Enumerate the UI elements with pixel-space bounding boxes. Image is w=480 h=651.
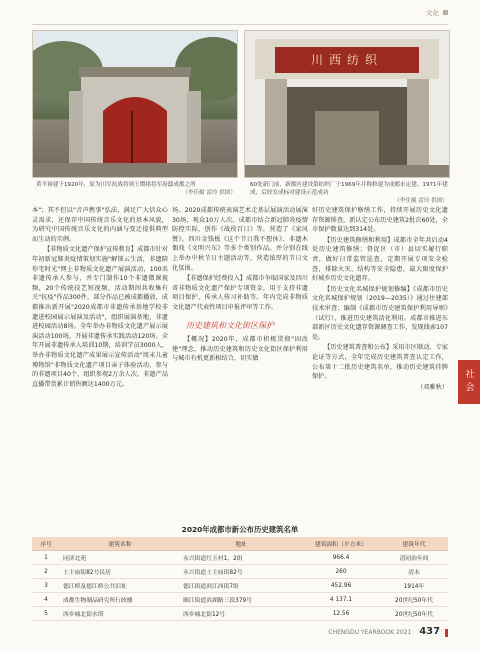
table-row bbox=[32, 607, 448, 621]
paragraph: 场。2020成都传统表演艺术走基层展演活动展演30场，观众10万人次。成都市结合新冠肺炎疫情防控实际，创作《战役百日》等，营造了《家风赞》，四川金钱板《这个节日我不想休》、非遗木偶戏《文明兴东》等多个类别作品。并分别在线上举办中秋节日主题活动等，营造浓厚的节日文化氛围。 bbox=[172, 207, 308, 272]
cell: 2 bbox=[32, 565, 60, 579]
cell: 1 bbox=[32, 551, 60, 565]
cell: 3 bbox=[32, 579, 60, 593]
section-label: 文化 bbox=[426, 8, 448, 17]
paragraph: 【历史建筑修缮和利用】成都市全年共启动4处历史建筑修缮；督促区（市）县切实履行职责，做好日常监管巡查，定期开展专项安全检查，排除火灾、结构等安全隐患，最大限度保护好城乡历史文化遗存。 bbox=[312, 236, 448, 283]
photo-factory-gate bbox=[244, 30, 450, 178]
cell: 西乡城北街水塔 bbox=[60, 607, 180, 621]
cell: 顺江街道滨湖路三段379号 bbox=[180, 593, 302, 607]
cell: 5 bbox=[32, 607, 60, 621]
caption-source: （李佳摄 雷玲 供图） bbox=[394, 198, 448, 204]
side-section-tab[interactable]: 社会 bbox=[458, 360, 480, 404]
cell: 永兴街道红玉村1、2组 bbox=[180, 551, 302, 565]
caption-text: 60处新门前，新都区建设第纺织厂于1969年并称修建为成都市定建。1971年建成，后经室成标对建设示范成功 bbox=[250, 182, 448, 196]
running-header bbox=[32, 2, 448, 25]
paragraph: 【概况】2020年，成都市积极贯彻"固改建"理念，推动历史建筑和历史文化街区保护利用与城市有机更新相结合，切实做 bbox=[172, 336, 308, 363]
table-row bbox=[32, 565, 448, 579]
cell: 966.4 bbox=[302, 551, 380, 565]
cell: 德江桥及德江桥公共旧址 bbox=[60, 579, 180, 593]
photo-historic-gate bbox=[32, 30, 238, 178]
yearbook-name: CHENGDU YEARBOOK 2021 bbox=[328, 629, 412, 636]
paragraph: 【非物质文化遗产保护宣传教育】成都市针对年初新冠肺炎疫情策划实施"解锁云生活，非遗陪你宅时光"网上非物质文化遗产展演活动，100名非遗传承人参与，并专门制作10个非遗微课视频，20个传统技艺短视频，活动期间共收集有关"抗疫"作品300件，部分作品已被成都播放，成都推出新开展"2020成都市非遗传承基地学校非遗进校园展示展演及活动"，组织展演基地，非遗进校园活动8场。全年举办非物质文化遗产展示展演活动100场，开展非遗传承实践活动120场。全年开展非遗传承人培训10期，培训学员3000人，举办非物质文化遗产成果展示宣传活动"周末儿童博物馆"非物质文化遗产项目亲子体验活动，参与的非遗项目40个，组织参观2万余人次。非遗产品直播带货累计销售额达1400万元。 bbox=[32, 246, 168, 388]
table-row bbox=[32, 593, 448, 607]
col-header: 建筑名称 bbox=[60, 537, 180, 551]
cell: 4 bbox=[32, 593, 60, 607]
paragraph: 【非遗保护经费投入】成都市争取国家及四川省非物质文化遗产保护专项资金，用于支持非遗项目保护、传承人传习补助等。年内完成非物质文化遗产代表性项目申报评审等工作。 bbox=[172, 275, 308, 311]
section-marker-icon bbox=[443, 10, 448, 15]
cell: 同济北苑 bbox=[60, 551, 180, 565]
cell: 452.96 bbox=[302, 579, 380, 593]
cell: 12.56 bbox=[302, 607, 380, 621]
footer-marker-icon bbox=[445, 629, 448, 637]
table-header-row bbox=[32, 537, 448, 551]
cell: 土主庙街82号民居 bbox=[60, 565, 180, 579]
page-footer bbox=[0, 626, 448, 637]
paragraph: 本"；其不但以"音声携事"弘法，满足广大信众心灵需求，还保存中国传统音乐文化的基本风貌，为研究中国传统音乐文化的内涵与变迁提供典型而生动的实例。 bbox=[32, 207, 168, 243]
cell: 260 bbox=[302, 565, 380, 579]
cell: 20世纪50年代 bbox=[380, 607, 448, 621]
cell: 永兴街道土主庙街82号 bbox=[180, 565, 302, 579]
table-row bbox=[32, 579, 448, 593]
cell: 清同治年间 bbox=[380, 551, 448, 565]
body-column-2 bbox=[172, 206, 308, 365]
paragraph: 【历史建筑普查和公布】采用市区联动、专家论证等方式，全年完成历史建筑普查认定工作，公布第十二批历史建筑名单，推动历史建筑挂牌保护。 bbox=[312, 344, 448, 381]
table-title: 2020年成都市新公布历史建筑名单 bbox=[181, 525, 299, 534]
caption-source: （李佳摄 雷玲 供图） bbox=[182, 190, 236, 196]
cell: 清末 bbox=[380, 565, 448, 579]
historic-buildings-table bbox=[32, 537, 448, 621]
cell: 4 137.1 bbox=[302, 593, 380, 607]
col-header: 地址 bbox=[180, 537, 302, 551]
col-header: 序号 bbox=[32, 537, 60, 551]
col-header: 建筑面积（平方米） bbox=[302, 537, 380, 551]
page-number: 437 bbox=[419, 626, 441, 637]
paragraph: 好历史建筑保护修缮工作，持续开展历史文化遗存资源排查，新认定公布历史建筑2批次60处，全市保护数量达到314处。 bbox=[312, 207, 448, 234]
cell: 20世纪50年代 bbox=[380, 593, 448, 607]
body-column-3 bbox=[312, 206, 448, 393]
section-heading: 历史建筑和文化街区保护 bbox=[186, 320, 274, 330]
col-header: 建筑年代 bbox=[380, 537, 448, 551]
caption-text: 黄平裕建于1920年，原为川军抗战将领王缵绪将军府邸成都之所 bbox=[36, 182, 196, 188]
paragraph: 【历史文化名城保护规划修编】《成都市历史文化名城保护规划（2019—2035）》通过住建部技术审查；编制《成都市历史建筑保护利用导则》（试行），推进历史建筑活化利用。成都市推进东部新区历史文化遗存资源调查工作，发现线索107处。 bbox=[312, 285, 448, 341]
factory-sign: 川西纺织 bbox=[310, 53, 383, 67]
cell: 1914年 bbox=[380, 579, 448, 593]
cell: 德江街道滨江西街7组 bbox=[180, 579, 302, 593]
photo-caption-1 bbox=[36, 181, 236, 197]
cell: 西乡城北街12号 bbox=[180, 607, 302, 621]
body-column-1 bbox=[32, 206, 168, 390]
photo-caption-2 bbox=[250, 181, 448, 205]
author-signature: （邓雅秋） bbox=[417, 383, 448, 391]
cell: 成都生物制品研究所行政楼 bbox=[60, 593, 180, 607]
table-row bbox=[32, 551, 448, 565]
